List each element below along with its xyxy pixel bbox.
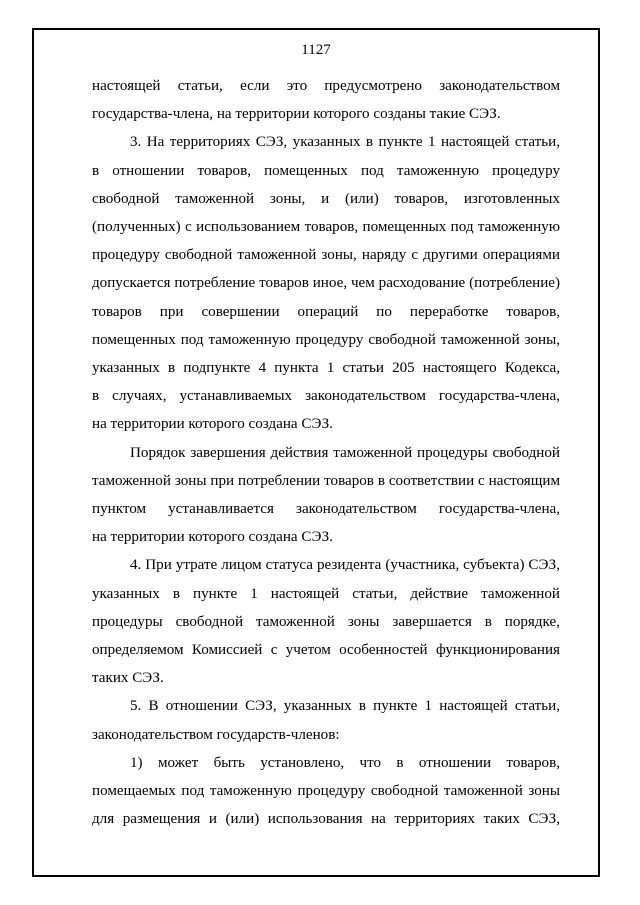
page-frame xyxy=(32,28,600,877)
text-line: указанных в пункте 1 настоящей статьи, действие таможенной xyxy=(92,585,560,602)
text-line: настоящей статьи, если это предусмотрено законодательством xyxy=(92,78,560,94)
text-line: государства-члена, на территории которого созданы такие СЭЗ. xyxy=(92,106,501,123)
text-line: указанных в подпункте 4 пункта 1 статьи 205 настоящего Кодекса, xyxy=(92,360,560,377)
text-line: допускается потребление товаров иное, чем расходование (потребление) xyxy=(92,275,560,292)
document-body xyxy=(92,72,560,833)
paragraph xyxy=(92,72,560,128)
text-line: 3. На территориях СЭЗ, указанных в пункте 1 настоящей статьи, xyxy=(130,134,560,151)
text-line: помещенных под таможенную процедуру свободной таможенной зоны, xyxy=(92,331,560,348)
text-line: помещаемых под таможенную процедуру свободной таможенной зоны xyxy=(92,783,560,800)
text-line: на территории которого создана СЭЗ. xyxy=(92,416,333,433)
text-line: законодательством государств-членов: xyxy=(92,726,340,743)
paragraph xyxy=(92,439,560,552)
paragraph xyxy=(92,749,560,834)
text-line: процедуру свободной таможенной зоны, наряду с другими операциями xyxy=(92,247,560,264)
text-line: товаров при совершении операций по переработке товаров, xyxy=(92,303,560,320)
text-line: процедуры свободной таможенной зоны завершается в порядке, xyxy=(92,613,560,630)
paragraph xyxy=(92,128,560,438)
text-line: (полученных) с использованием товаров, помещенных под таможенную xyxy=(92,219,560,236)
text-line: 5. В отношении СЭЗ, указанных в пункте 1 настоящей статьи, xyxy=(130,698,560,715)
text-line: на территории которого создана СЭЗ. xyxy=(92,529,333,546)
text-line: 4. При утрате лицом статуса резидента (участника, субъекта) СЭЗ, xyxy=(130,557,560,574)
text-line: свободной таможенной зоны, и (или) товаров, изготовленных xyxy=(92,190,560,207)
text-line: Порядок завершения действия таможенной процедуры свободной xyxy=(130,444,560,461)
text-line: таможенной зоны при потреблении товаров в соответствии с настоящим xyxy=(92,472,560,489)
page-number: 1127 xyxy=(301,42,331,58)
text-line: пунктом устанавливается законодательством государства-члена, xyxy=(92,501,560,518)
text-line: для размещения и (или) использования на территориях таких СЭЗ, xyxy=(92,811,560,828)
text-line: определяемом Комиссией с учетом особенностей функционирования xyxy=(92,642,560,659)
text-line: в случаях, устанавливаемых законодательством государства-члена, xyxy=(92,388,560,405)
paragraph xyxy=(92,692,560,748)
text-line: таких СЭЗ. xyxy=(92,670,164,687)
text-line: в отношении товаров, помещенных под таможенную процедуру xyxy=(92,162,560,179)
text-line: 1) может быть установлено, что в отношении товаров, xyxy=(130,754,560,771)
paragraph xyxy=(92,551,560,692)
